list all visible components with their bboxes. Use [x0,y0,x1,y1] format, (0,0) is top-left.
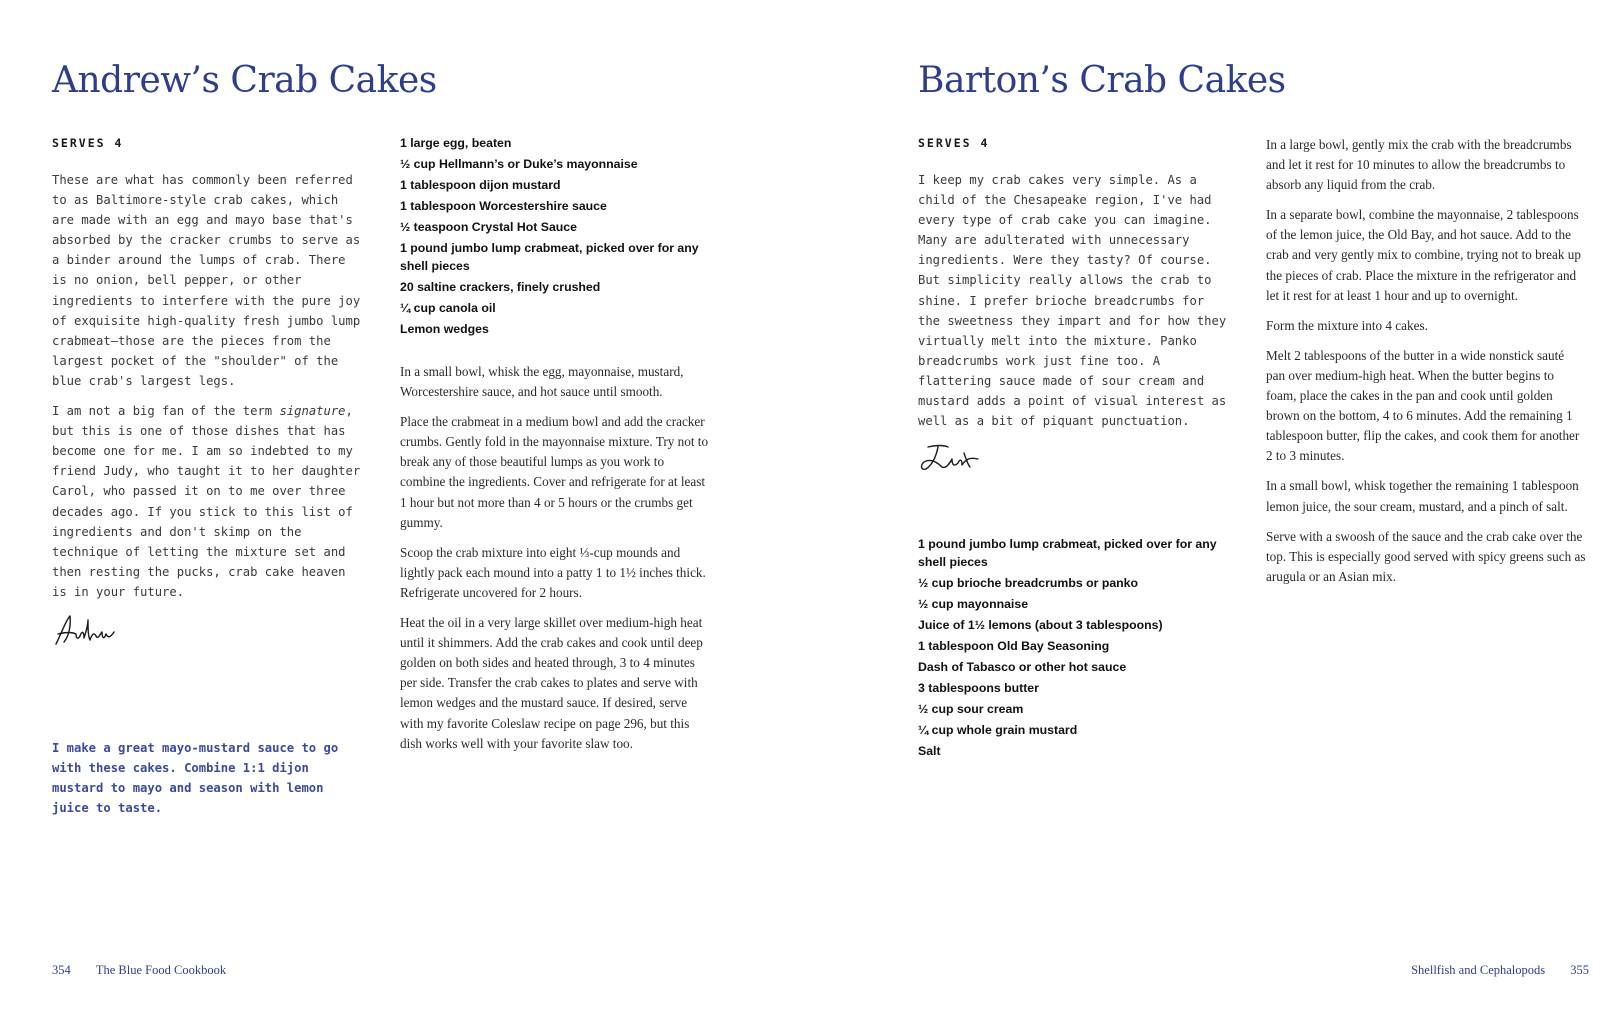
ingredient-item: ½ cup brioche breadcrumbs or panko [918,575,1139,590]
method-step: In a small bowl, whisk together the remaining 1 tablespoon lemon juice, the sour cream, mustard, and a pinch of salt. [1266,478,1579,514]
intro-andrew [52,170,362,648]
method-step: Serve with a swoosh of the sauce and the crab cake over the top. This is especially good served with spicy greens such as arugula or an Asian mix. [1266,528,1586,584]
method-barton [1266,135,1586,597]
ingredient-item: ¼ cup whole grain mustard [918,722,1078,737]
method-step: In a large bowl, gently mix the crab with the breadcrumbs and let it rest for 10 minutes to allow the breadcrumbs to absorb any liquid from the crab. [1266,137,1572,193]
method-step: In a small bowl, whisk the egg, mayonnaise, mustard, Worcestershire sauce, and hot sauce until smooth. [400,364,684,400]
method-step: Form the mixture into 4 cakes. [1266,317,1428,333]
intro-2-before: I am not a big fan of the term [52,404,280,419]
serves-label-andrew: SERVES 4 [52,136,124,150]
method-step: In a separate bowl, combine the mayonnaise, 2 tablespoons of the lemon juice, the Old Bay, and hot sauce. Add to the crab and very gently mix to combine, trying not to break up the pieces of crab. Place the mixture in the refrigerator and let it rest for at least 1 hour and up to overnight. [1266,207,1581,303]
section-title: Shellfish and Cephalopods [1411,963,1546,977]
method-andrew [400,362,712,764]
method-step: Heat the oil in a very large skillet over medium-high heat until it shimmers. Add the crab cakes and cook until deep golden on both sides and heated through, 3 to 4 minutes per side. Transfer the crab cakes to plates and serve with lemon wedges and the mustard sauce. If desired, serve with my favorite Coleslaw recipe on page 296, but this dish works well with your favorite slaw too. [400,615,703,751]
ingredient-item: 1 tablespoon dijon mustard [400,178,561,192]
footer-left [52,963,226,978]
method-step: Scoop the crab mixture into eight ⅓-cup mounds and lightly pack each mound into a patty 1 to 1½ inches thick. Refrigerate uncovered for 2 hours. [400,544,706,600]
book-title: The Blue Food Cookbook [95,963,227,977]
ingredient-item: ½ cup sour cream [918,701,1024,716]
ingredient-item: ½ cup Hellmann’s or Duke’s mayonnaise [400,157,638,171]
ingredient-item: ½ teaspoon Crystal Hot Sauce [400,220,577,234]
recipe-title-barton: Barton’s Crab Cakes [918,60,1286,101]
right-page [810,0,1621,1028]
tip-andrew: I make a great mayo-mustard sauce to go with these cakes. Combine 1:1 dijon mustard to mayo and season with lemon juice to taste. [52,741,339,815]
method-step: Place the crabmeat in a medium bowl and add the cracker crumbs. Gently fold in the mayonnaise mixture. Try not to break any of those beautiful lumps as you work to combine the ingredients. Cover and refrigerate for at least 1 hour but not more than 4 or 5 hours or the crumbs get gummy. [400,414,709,530]
ingredient-item: ½ cup mayonnaise [918,596,1029,611]
signature-andrew-image [52,612,122,648]
page-number-left: 354 [52,963,71,977]
intro-paragraph: I keep my crab cakes very simple. As a child of the Chesapeake region, I've had every type of crab cake you can imagine. Many are adulterated with unnecessary ingredients. Were they tasty? Of course. But simplicity really allows the crab to shine. I prefer brioche breadcrumbs for the sweetness they impart and for how they virtually melt into the mixture. Panko breadcrumbs work just fine too. A flattering sauce made of sour cream and mustard adds a point of visual interest as well as a bit of piquant punctuation. [918,173,1227,429]
ingredient-item: 1 large egg, beaten [400,136,512,150]
ingredient-item: Salt [918,743,941,758]
ingredient-item: 1 tablespoon Worcestershire sauce [400,199,607,213]
ingredients-barton [918,536,1238,764]
recipe-title-andrew: Andrew’s Crab Cakes [52,60,437,101]
signature-barton-image [918,441,988,475]
intro-barton [918,170,1228,475]
serves-label-barton: SERVES 4 [918,136,990,150]
intro-paragraph-2 [52,401,362,602]
method-step: Melt 2 tablespoons of the butter in a wide nonstick sauté pan over medium-high heat. When the butter begins to foam, place the cakes in the pan and cook until golden brown on the bottom, 4 to 6 minutes. Add the remaining 1 tablespoon butter, flip the cakes, and cook them for another 2 to 3 minutes. [1266,347,1580,464]
intro-2-after: , but this is one of those dishes that has become one for me. I am so indebted to my friend Judy, who taught it to her daughter Carol, who passed it on to me over three decades ago. If you stick to this list of ingredients and don't skimp on the technique of letting the mixture set and then resting the pucks, crab cake heaven is in your future. [52,404,361,599]
ingredients-andrew [400,135,710,342]
ingredient-item: Dash of Tabasco or other hot sauce [918,659,1127,674]
ingredient-item: Juice of 1½ lemons (about 3 tablespoons) [918,617,1163,632]
ingredient-item: 1 pound jumbo lump crabmeat, picked over for any shell pieces [918,537,1217,569]
intro-2-em: signature [279,404,346,419]
page-number-right: 355 [1570,963,1589,977]
left-page [0,0,810,1028]
footer-right [1411,963,1589,978]
ingredient-item: 1 tablespoon Old Bay Seasoning [918,638,1110,653]
intro-paragraph-1: These are what has commonly been referred to as Baltimore-style crab cakes, which are made with an egg and mayo base that's absorbed by the cracker crumbs to serve as a binder around the lumps of crab. There is no onion, bell pepper, or other ingredients to interfere with the pure joy of exquisite high-quality fresh jumbo lump crabmeat—those are the pieces from the largest pocket of the "shoulder" of the blue crab's largest legs. [52,173,361,388]
ingredient-item: 20 saltine crackers, finely crushed [400,279,601,294]
ingredient-item: Lemon wedges [400,321,489,336]
ingredient-item: ¼ cup canola oil [400,300,496,315]
ingredient-item: 3 tablespoons butter [918,680,1039,695]
ingredient-item: 1 pound jumbo lump crabmeat, picked over for any shell pieces [400,241,699,273]
